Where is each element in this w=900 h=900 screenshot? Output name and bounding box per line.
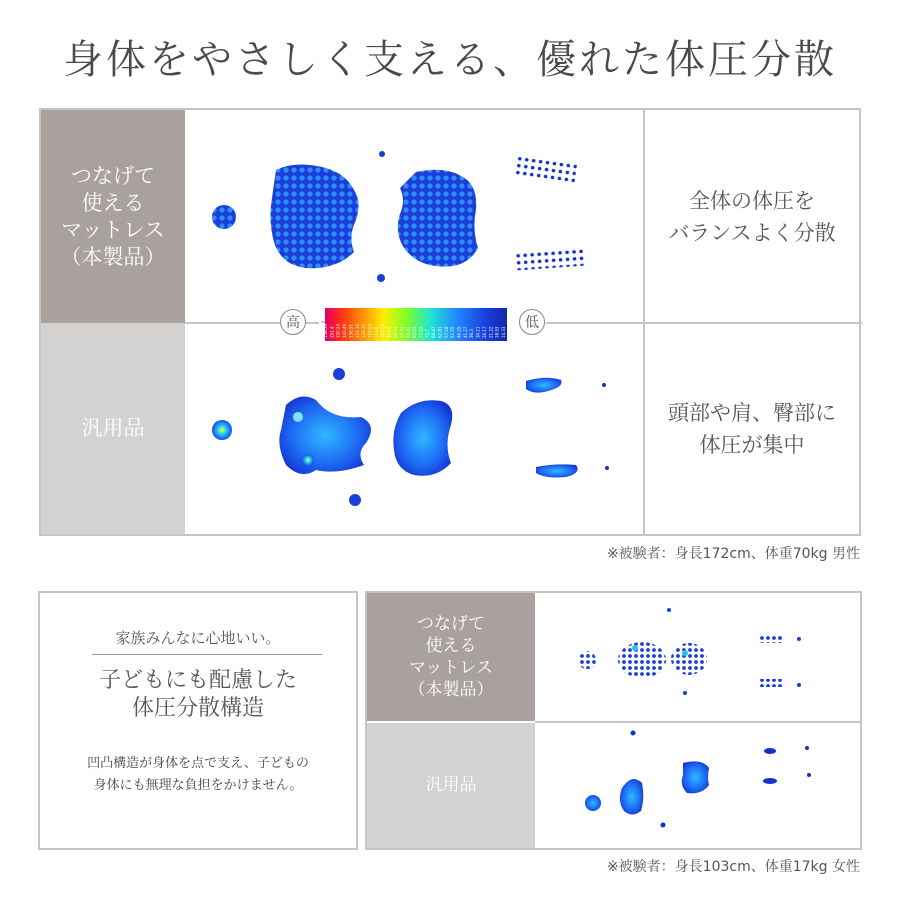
pressure-map-icon — [537, 593, 860, 721]
scale-high-label: 高 — [280, 309, 306, 335]
tagline: 家族みんなに心地いい。 — [115, 629, 281, 647]
pressure-map-icon — [537, 723, 860, 848]
scale-tick-label: 126.32 — [361, 324, 367, 338]
scale-tick-label: 107.74 — [380, 324, 386, 338]
scale-tick-label: 150.24 — [335, 324, 341, 338]
row-label-generic: 汎用品 — [367, 723, 535, 848]
scale-tick-label: 98.14 — [392, 326, 398, 338]
row-label-product: つなげて 使える マットレス （本製品） — [367, 593, 535, 721]
subject-note-adult: ※被験者：身長172cm、体重70kg 男性 — [606, 546, 860, 562]
row-label-product: つなげて 使える マットレス （本製品） — [41, 110, 185, 323]
scale-tick-label: 72.7 — [424, 329, 430, 338]
section-heading: 子どもにも配慮した 体圧分散構造 — [98, 668, 297, 721]
scale-tick-label: 116.53 — [367, 324, 373, 338]
scale-tick-label: 21.22 — [488, 326, 494, 338]
gradient-bar-icon — [321, 308, 509, 342]
scale-tick-label: 41.27 — [462, 326, 468, 338]
subject-note-child: ※被験者：身長103cm、体重17kg 女性 — [606, 859, 860, 875]
kids-pressure-comparison-table — [365, 591, 862, 850]
scale-tick-label: 136.51 — [348, 324, 354, 338]
divider — [92, 654, 322, 655]
row-label-generic: 汎用品 — [41, 323, 185, 534]
scale-tick-label: 86.81 — [405, 326, 411, 338]
scale-low-label: 低 — [519, 309, 545, 335]
scale-tick-label: 14.33 — [501, 326, 506, 338]
scale-tick-label: 51.55 — [450, 326, 456, 338]
pressure-map-icon — [186, 110, 642, 322]
row-desc-generic: 頭部や肩、臀部に 体圧が集中 — [668, 400, 836, 457]
scale-tick-label: 111.6 — [373, 326, 379, 338]
pressure-map-icon — [186, 325, 642, 534]
kids-info-box — [38, 591, 358, 850]
scale-tick-label: 68.47 — [431, 326, 437, 338]
scale-tick-label: 151.4 — [329, 326, 335, 338]
section-body: 凹凸構造が身体を点で支え、子どもの 身体にも無理な負担をかけません。 — [87, 756, 309, 793]
scale-tick-label: 92.34 — [399, 326, 405, 338]
row-desc-product: 全体の体圧を バランスよく分散 — [668, 188, 836, 245]
scale-tick-label: 18.93 — [494, 326, 500, 338]
scale-tick-label: 103.2 — [386, 326, 392, 338]
scale-tick-label: 158.59 — [323, 324, 328, 338]
page-title: 身体をやさしく支える、優れた体圧分散 — [63, 37, 837, 83]
scale-tick-label: 46.25 — [456, 326, 462, 338]
scale-tick-label: 57.18 — [443, 326, 449, 338]
scale-tick-label: 83.53 — [412, 326, 417, 338]
scale-tick-label: 131.16 — [354, 324, 360, 338]
adult-pressure-comparison-table — [39, 108, 861, 536]
scale-tick-label: 143.49 — [342, 324, 348, 338]
scale-tick-label: 26.17 — [481, 326, 487, 338]
divider — [546, 322, 862, 324]
scale-tick-label: 77.29 — [418, 326, 424, 338]
scale-tick-label: 62.81 — [437, 326, 443, 338]
scale-tick-label: 30.11 — [475, 326, 481, 338]
scale-tick-label: 36.3 — [469, 329, 475, 338]
